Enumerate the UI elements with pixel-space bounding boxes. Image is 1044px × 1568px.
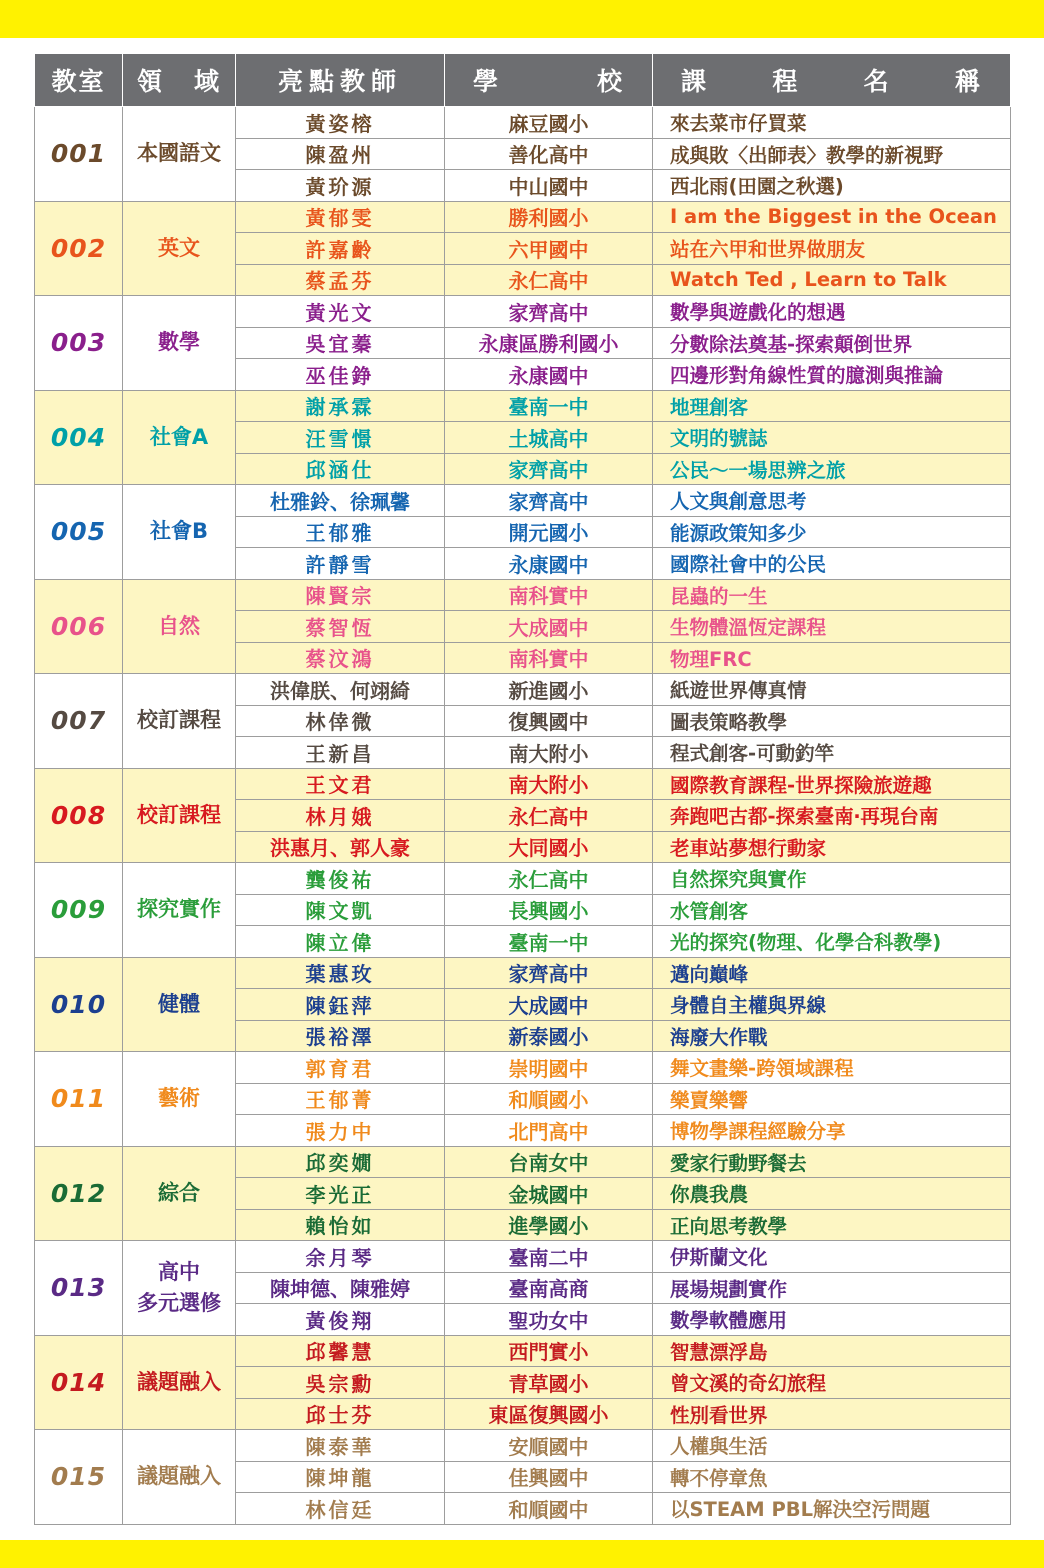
teacher-name: 陳坤龍 xyxy=(236,1461,445,1493)
course-title: 人權與生活 xyxy=(653,1430,1011,1462)
school-name: 聖功女中 xyxy=(445,1304,653,1336)
course-title: 老車站夢想行動家 xyxy=(653,831,1011,863)
room-number: 005 xyxy=(35,485,123,580)
room-number: 008 xyxy=(35,768,123,863)
course-title: 文明的號誌 xyxy=(653,422,1011,454)
school-name: 永仁高中 xyxy=(445,264,653,296)
subject-area: 英文 xyxy=(123,201,236,296)
room-number: 010 xyxy=(35,957,123,1052)
teacher-name: 王新昌 xyxy=(236,737,445,769)
teacher-name: 葉惠玫 xyxy=(236,957,445,989)
school-name: 臺南一中 xyxy=(445,390,653,422)
course-title: 博物學課程經驗分享 xyxy=(653,1115,1011,1147)
school-name: 開元國小 xyxy=(445,516,653,548)
teacher-name: 張裕澤 xyxy=(236,1020,445,1052)
school-name: 永康國中 xyxy=(445,548,653,580)
course-title: 國際教育課程-世界探險旅遊趣 xyxy=(653,768,1011,800)
subject-area: 校訂課程 xyxy=(123,768,236,863)
school-name: 大成國中 xyxy=(445,611,653,643)
teacher-name: 許靜雪 xyxy=(236,548,445,580)
school-name: 臺南高商 xyxy=(445,1272,653,1304)
school-name: 土城高中 xyxy=(445,422,653,454)
teacher-name: 張力中 xyxy=(236,1115,445,1147)
subject-area: 藝術 xyxy=(123,1052,236,1147)
room-number: 013 xyxy=(35,1241,123,1336)
school-name: 長興國小 xyxy=(445,894,653,926)
school-name: 麻豆國小 xyxy=(445,107,653,139)
school-name: 佳興國中 xyxy=(445,1461,653,1493)
course-title: 舞文畫樂-跨領域課程 xyxy=(653,1052,1011,1084)
teacher-name: 巫佳錚 xyxy=(236,359,445,391)
table-row xyxy=(35,201,1011,233)
school-name: 臺南一中 xyxy=(445,926,653,958)
course-title: 物理FRC xyxy=(653,642,1011,674)
teacher-name: 賴怡如 xyxy=(236,1209,445,1241)
teacher-name: 許嘉齡 xyxy=(236,233,445,265)
top-yellow-band xyxy=(0,0,1044,38)
room-number: 003 xyxy=(35,296,123,391)
subject-area: 校訂課程 xyxy=(123,674,236,769)
teacher-name: 陳泰華 xyxy=(236,1430,445,1462)
school-name: 進學國小 xyxy=(445,1209,653,1241)
school-name: 家齊高中 xyxy=(445,453,653,485)
school-name: 家齊高中 xyxy=(445,957,653,989)
school-name: 南科實中 xyxy=(445,642,653,674)
school-name: 善化高中 xyxy=(445,138,653,170)
header-row xyxy=(35,54,1011,107)
room-number: 014 xyxy=(35,1335,123,1430)
room-number: 007 xyxy=(35,674,123,769)
teacher-name: 林月娥 xyxy=(236,800,445,832)
course-title: 性別看世界 xyxy=(653,1398,1011,1430)
course-title: 數學軟體應用 xyxy=(653,1304,1011,1336)
school-name: 永仁高中 xyxy=(445,863,653,895)
header-teacher: 亮點教師 xyxy=(236,54,445,107)
table-row xyxy=(35,1241,1011,1273)
school-name: 北門高中 xyxy=(445,1115,653,1147)
course-title: 能源政策知多少 xyxy=(653,516,1011,548)
school-name: 家齊高中 xyxy=(445,485,653,517)
header-area: 領 域 xyxy=(123,54,236,107)
teacher-name: 郭育君 xyxy=(236,1052,445,1084)
teacher-name: 陳文凱 xyxy=(236,894,445,926)
header-school: 學 校 xyxy=(445,54,653,107)
bottom-yellow-band xyxy=(0,1540,1044,1568)
course-title: 西北雨(田園之秋選) xyxy=(653,170,1011,202)
teacher-name: 邱士芬 xyxy=(236,1398,445,1430)
school-name: 新泰國小 xyxy=(445,1020,653,1052)
course-title: 海廢大作戰 xyxy=(653,1020,1011,1052)
course-title: 身體自主權與界線 xyxy=(653,989,1011,1021)
teacher-name: 邱涵仕 xyxy=(236,453,445,485)
teacher-name: 黃郁雯 xyxy=(236,201,445,233)
table-row xyxy=(35,863,1011,895)
school-name: 和順國中 xyxy=(445,1493,653,1525)
header-room: 教室 xyxy=(35,54,123,107)
teacher-name: 李光正 xyxy=(236,1178,445,1210)
school-name: 台南女中 xyxy=(445,1146,653,1178)
teacher-name: 王文君 xyxy=(236,768,445,800)
school-name: 中山國中 xyxy=(445,170,653,202)
course-title: 國際社會中的公民 xyxy=(653,548,1011,580)
school-name: 崇明國中 xyxy=(445,1052,653,1084)
teacher-name: 蔡智恆 xyxy=(236,611,445,643)
course-title: 人文與創意思考 xyxy=(653,485,1011,517)
course-title: 樂賣樂響 xyxy=(653,1083,1011,1115)
course-title: 你農我農 xyxy=(653,1178,1011,1210)
table-row xyxy=(35,579,1011,611)
course-title: 智慧漂浮島 xyxy=(653,1335,1011,1367)
course-title: 邁向巔峰 xyxy=(653,957,1011,989)
teacher-name: 黃姿榕 xyxy=(236,107,445,139)
course-title: 自然探究與實作 xyxy=(653,863,1011,895)
course-title: Watch Ted , Learn to Talk xyxy=(653,264,1011,296)
teacher-name: 杜雅鈴、徐珮馨 xyxy=(236,485,445,517)
school-name: 家齊高中 xyxy=(445,296,653,328)
subject-area: 議題融入 xyxy=(123,1335,236,1430)
school-name: 臺南二中 xyxy=(445,1241,653,1273)
school-name: 東區復興國小 xyxy=(445,1398,653,1430)
teacher-name: 邱馨慧 xyxy=(236,1335,445,1367)
table-row xyxy=(35,1052,1011,1084)
course-title: 以STEAM PBL解決空污問題 xyxy=(653,1493,1011,1525)
room-number: 012 xyxy=(35,1146,123,1241)
course-title: 正向思考教學 xyxy=(653,1209,1011,1241)
table-row xyxy=(35,957,1011,989)
course-title: I am the Biggest in the Ocean xyxy=(653,201,1011,233)
course-title: 四邊形對角線性質的臆測與推論 xyxy=(653,359,1011,391)
course-title: 程式創客-可動釣竿 xyxy=(653,737,1011,769)
teacher-name: 陳坤德、陳雅婷 xyxy=(236,1272,445,1304)
teacher-name: 陳賢宗 xyxy=(236,579,445,611)
course-title: 伊斯蘭文化 xyxy=(653,1241,1011,1273)
subject-area: 自然 xyxy=(123,579,236,674)
subject-area: 探究實作 xyxy=(123,863,236,958)
course-title: 圖表策略教學 xyxy=(653,705,1011,737)
table-row xyxy=(35,674,1011,706)
course-title: 數學與遊戲化的想遇 xyxy=(653,296,1011,328)
teacher-name: 陳盈州 xyxy=(236,138,445,170)
course-title: 生物體溫恆定課程 xyxy=(653,611,1011,643)
school-name: 永康國中 xyxy=(445,359,653,391)
teacher-name: 林倖微 xyxy=(236,705,445,737)
school-name: 南大附小 xyxy=(445,737,653,769)
teacher-name: 王郁雅 xyxy=(236,516,445,548)
table-row xyxy=(35,1430,1011,1462)
school-name: 復興國中 xyxy=(445,705,653,737)
school-name: 金城國中 xyxy=(445,1178,653,1210)
table-row xyxy=(35,107,1011,139)
school-name: 新進國小 xyxy=(445,674,653,706)
course-title: 水管創客 xyxy=(653,894,1011,926)
school-name: 永仁高中 xyxy=(445,800,653,832)
room-number: 011 xyxy=(35,1052,123,1147)
teacher-name: 洪惠月、郭人豪 xyxy=(236,831,445,863)
school-name: 六甲國中 xyxy=(445,233,653,265)
teacher-name: 黃光文 xyxy=(236,296,445,328)
school-name: 大同國小 xyxy=(445,831,653,863)
table-row xyxy=(35,485,1011,517)
course-schedule-table xyxy=(34,53,1011,1525)
table-row xyxy=(35,390,1011,422)
room-number: 004 xyxy=(35,390,123,485)
room-number: 001 xyxy=(35,107,123,202)
school-name: 南大附小 xyxy=(445,768,653,800)
subject-area: 社會B xyxy=(123,485,236,580)
school-name: 青草國小 xyxy=(445,1367,653,1399)
course-title: 展場規劃實作 xyxy=(653,1272,1011,1304)
room-number: 015 xyxy=(35,1430,123,1525)
teacher-name: 王郁菁 xyxy=(236,1083,445,1115)
school-name: 勝利國小 xyxy=(445,201,653,233)
teacher-name: 謝承霖 xyxy=(236,390,445,422)
teacher-name: 黃俊翔 xyxy=(236,1304,445,1336)
course-title: 分數除法奠基-探索顛倒世界 xyxy=(653,327,1011,359)
room-number: 009 xyxy=(35,863,123,958)
course-title: 公民～一場思辨之旅 xyxy=(653,453,1011,485)
course-title: 轉不停章魚 xyxy=(653,1461,1011,1493)
school-name: 南科實中 xyxy=(445,579,653,611)
header-course: 課 程 名 稱 xyxy=(653,54,1011,107)
school-name: 永康區勝利國小 xyxy=(445,327,653,359)
teacher-name: 龔俊祐 xyxy=(236,863,445,895)
room-number: 006 xyxy=(35,579,123,674)
subject-area: 本國語文 xyxy=(123,107,236,202)
teacher-name: 吳宗勳 xyxy=(236,1367,445,1399)
school-name: 安順國中 xyxy=(445,1430,653,1462)
teacher-name: 邱奕嫺 xyxy=(236,1146,445,1178)
teacher-name: 余月琴 xyxy=(236,1241,445,1273)
course-title: 曾文溪的奇幻旅程 xyxy=(653,1367,1011,1399)
course-title: 成與敗〈出師表〉教學的新視野 xyxy=(653,138,1011,170)
course-title: 站在六甲和世界做朋友 xyxy=(653,233,1011,265)
teacher-name: 汪雪憬 xyxy=(236,422,445,454)
school-name: 大成國中 xyxy=(445,989,653,1021)
teacher-name: 洪偉朕、何翊綺 xyxy=(236,674,445,706)
subject-area: 數學 xyxy=(123,296,236,391)
course-title: 昆蟲的一生 xyxy=(653,579,1011,611)
teacher-name: 陳立偉 xyxy=(236,926,445,958)
subject-area: 社會A xyxy=(123,390,236,485)
table-row xyxy=(35,296,1011,328)
course-title: 奔跑吧古都-探索臺南‧再現台南 xyxy=(653,800,1011,832)
table-row xyxy=(35,1335,1011,1367)
teacher-name: 吳宜蓁 xyxy=(236,327,445,359)
school-name: 西門實小 xyxy=(445,1335,653,1367)
teacher-name: 陳鈺萍 xyxy=(236,989,445,1021)
subject-area: 高中 多元選修 xyxy=(123,1241,236,1336)
course-title: 愛家行動野餐去 xyxy=(653,1146,1011,1178)
teacher-name: 蔡孟芬 xyxy=(236,264,445,296)
course-title: 地理創客 xyxy=(653,390,1011,422)
table-row xyxy=(35,768,1011,800)
teacher-name: 黃玠源 xyxy=(236,170,445,202)
school-name: 和順國小 xyxy=(445,1083,653,1115)
subject-area: 健體 xyxy=(123,957,236,1052)
room-number: 002 xyxy=(35,201,123,296)
teacher-name: 蔡汶鴻 xyxy=(236,642,445,674)
subject-area: 綜合 xyxy=(123,1146,236,1241)
subject-area: 議題融入 xyxy=(123,1430,236,1525)
table-body xyxy=(35,107,1011,1525)
course-title: 紙遊世界傳真情 xyxy=(653,674,1011,706)
table-row xyxy=(35,1146,1011,1178)
course-title: 來去菜市仔買菜 xyxy=(653,107,1011,139)
course-title: 光的探究(物理、化學合科教學) xyxy=(653,926,1011,958)
teacher-name: 林信廷 xyxy=(236,1493,445,1525)
